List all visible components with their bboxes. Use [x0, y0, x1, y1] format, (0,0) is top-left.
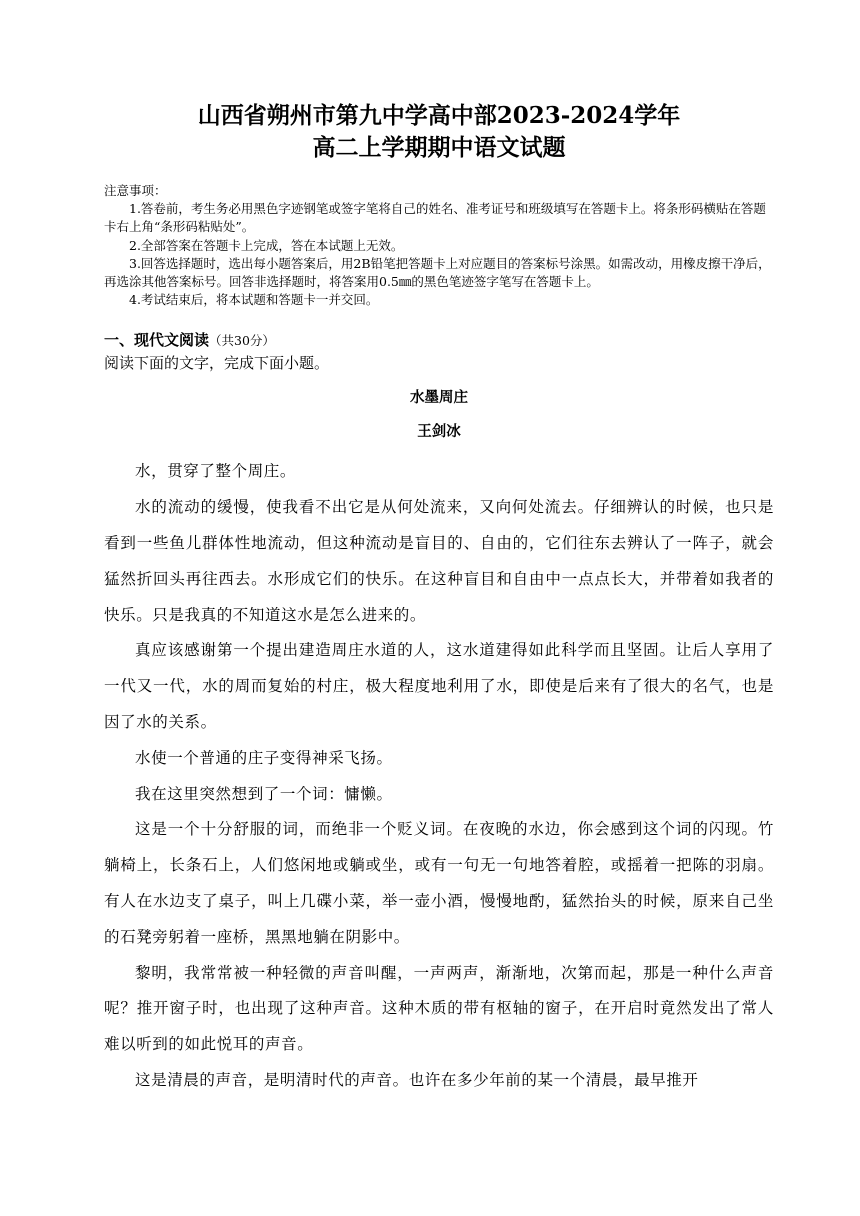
exam-title-line1: 山西省朔州市第九中学高中部2023-2024学年	[197, 102, 681, 129]
section-instruction: 阅读下面的文字，完成下面小题。	[104, 354, 330, 373]
article-paragraph: 真应该感谢第一个提出建造周庄水道的人，这水道建得如此科学而且坚固。让后人享用了一代又一代，水的周而复始的村庄，极大程度地利用了水，即使是后来有了很大的名气，也是因了水的关系。	[104, 641, 774, 731]
exam-title-block	[104, 100, 774, 164]
article-paragraph: 这是清晨的声音，是明清时代的声音。也许在多少年前的某一个清晨，最早推开	[135, 1070, 699, 1089]
article-title: 水墨周庄	[410, 389, 468, 407]
notice-heading: 注意事项：	[104, 183, 167, 198]
exam-title-line2: 高二上学期期中语文试题	[312, 134, 566, 161]
article-paragraph: 水使一个普通的庄子变得神采飞扬。	[135, 748, 393, 767]
section-heading	[104, 329, 774, 352]
article-paragraph: 黎明，我常常被一种轻微的声音叫醒，一声两声，渐渐地，次第而起，那是一种什么声音呢？推开窗子时，也出现了这种声音。这种木质的带有枢轴的窗子，在开启时竟然发出了常人难以听到的如此悦耳的声音。	[104, 963, 774, 1054]
article-paragraph: 水，贯穿了整个周庄。	[135, 462, 297, 481]
article-paragraph: 我在这里突然想到了一个词：慵懒。	[135, 784, 393, 803]
exam-page	[104, 100, 774, 1099]
notice-item: 1.答卷前，考生务必用黑色字迹钢笔或签字笔将自己的姓名、准考证号和班级填写在答题卡上。将条形码横贴在答题卡右上角“条形码粘贴处”。	[104, 201, 766, 235]
article-paragraph: 水的流动的缓慢，使我看不出它是从何处流来，又向何处流去。仔细辨认的时候，也只是看到一些鱼儿群体性地流动，但这种流动是盲目的、自由的，它们往东去辨认了一阵子，就会猛然折回头再往西去。水形成它们的快乐。在这种盲目和自由中一点点长大，并带着如我者的快乐。只是我真的不知道这水是怎么进来的。	[104, 498, 774, 624]
article-paragraph: 这是一个十分舒服的词，而绝非一个贬义词。在夜晚的水边，你会感到这个词的闪现。竹躺椅上，长条石上，人们悠闲地或躺或坐，或有一句无一句地答着腔，或摇着一把陈的羽扇。有人在水边支了桌子，叫上几碟小菜，举一壶小酒，慢慢地酌，猛然抬头的时候，原来自己坐的石凳旁躬着一座桥，黑黑地躺在阴影中。	[104, 820, 774, 946]
section-label: 一、现代文阅读	[104, 331, 210, 350]
notice-item: 2.全部答案在答题卡上完成，答在本试题上无效。	[129, 237, 404, 253]
article-author: 王剑冰	[417, 423, 461, 441]
notice-item: 3.回答选择题时，选出每小题答案后，用2B铅笔把答题卡上对应题目的答案标号涂黑。如需改动，用橡皮擦干净后，再选涂其他答案标号。回答非选择题时，将答案用0.5㎜的黑色笔迹签字笔写在答题卡上。	[104, 255, 771, 290]
exam-notice	[104, 182, 774, 309]
section-points: （共30分）	[209, 333, 275, 349]
article-body	[104, 454, 774, 1098]
notice-item: 4.考试结束后，将本试题和答题卡一并交回。	[129, 292, 379, 308]
